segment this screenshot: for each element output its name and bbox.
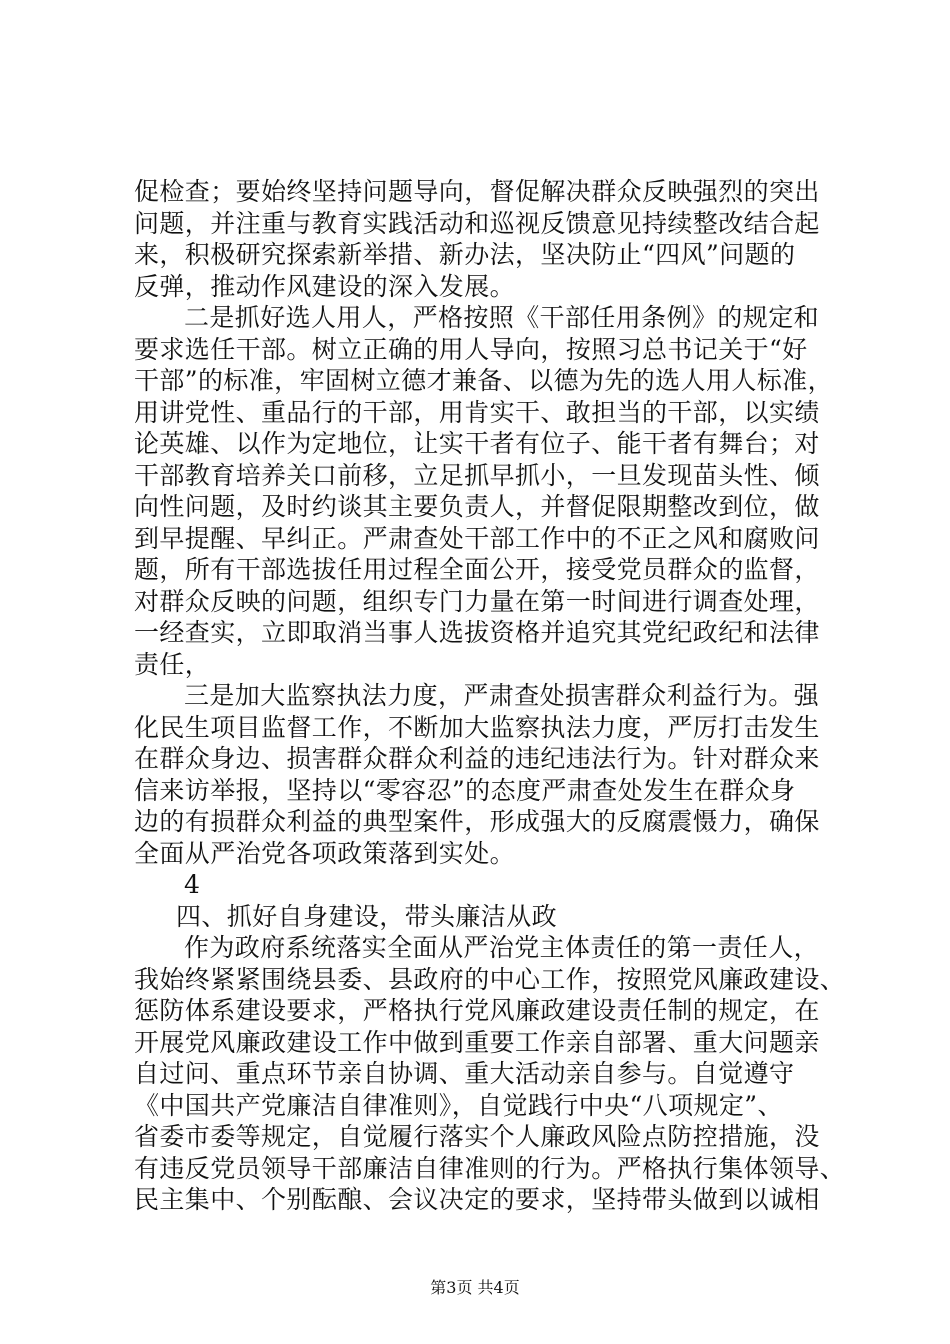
page-number-label: 第3页 共4页 [430, 1278, 520, 1297]
text-line: 责任， [134, 649, 211, 679]
text-line: 惩防体系建设要求，严格执行党风廉政建设责任制的规定，在 [134, 996, 820, 1025]
text-line: 化民生项目监督工作，不断加大监察执法力度，严厉打击发生 [134, 712, 820, 742]
text-line: 一经查实，立即取消当事人选拔资格并追究其党纪政纪和法律 [134, 618, 820, 647]
text-line: 开展党风廉政建设工作中做到重要工作亲自部署、重大问题亲 [134, 1027, 820, 1057]
section-heading: 四、抓好自身建设，带头廉洁从政 [176, 901, 558, 931]
text-line: 《中国共产党廉洁自律准则》，自觉践行中央“八项规定”、 [134, 1090, 783, 1120]
text-line: 全面从严治党各项政策落到实处。 [134, 838, 516, 868]
text-line: 到早提醒、早纠正。严肃查处干部工作中的不正之风和腐败问 [134, 523, 820, 553]
paragraph-start-line: 作为政府系统落实全面从严治党主体责任的第一责任人， [184, 933, 820, 962]
text-line: 省委市委等规定，自觉履行落实个人廉政风险点防控措施，没 [134, 1122, 820, 1151]
stray-page-number: 4 [184, 870, 201, 899]
text-line: 边的有损群众利益的典型案件，形成强大的反腐震慑力，确保 [134, 807, 820, 836]
text-line: 要求选任干部。树立正确的用人导向，按照习总书记关于“好 [134, 334, 808, 364]
text-line: 自过问、重点环节亲自协调、重大活动亲自参与。自觉遵守 [134, 1059, 795, 1088]
text-line: 论英雄、以作为定地位，让实干者有位子、能干者有舞台；对 [134, 429, 820, 458]
text-line: 题，所有干部选拔任用过程全面公开，接受党员群众的监督， [134, 555, 820, 584]
text-line: 民主集中、个别酝酿、会议决定的要求，坚持带头做到以诚相 [134, 1185, 820, 1214]
text-line: 反弹，推动作风建设的深入发展。 [134, 271, 516, 301]
text-line: 有违反党员领导干部廉洁自律准则的行为。严格执行集体领导、 [134, 1153, 846, 1183]
text-line: 我始终紧紧围绕县委、县政府的中心工作，按照党风廉政建设、 [134, 964, 846, 994]
text-line: 向性问题，及时约谈其主要负责人，并督促限期整改到位，做 [134, 492, 820, 521]
text-line: 在群众身边、损害群众群众利益的违纪违法行为。针对群众来 [134, 744, 820, 773]
text-line: 信来访举报，坚持以“零容忍”的态度严肃查处发生在群众身 [134, 775, 796, 805]
text-line: 问题，并注重与教育实践活动和巡视反馈意见持续整改结合起 [134, 208, 820, 238]
text-line: 用讲党性、重品行的干部，用肯实干、敢担当的干部，以实绩 [134, 397, 820, 427]
body-text [134, 176, 846, 1216]
page-footer [0, 1278, 950, 1298]
text-line: 干部”的标准，牢固树立德才兼备、以德为先的选人用人标准， [134, 366, 833, 395]
paragraph-start-line: 二是抓好选人用人，严格按照《干部任用条例》的规定和 [184, 303, 820, 332]
text-line: 来，积极研究探索新举措、新办法，坚决防止“四风”问题的 [134, 240, 796, 269]
text-line: 干部教育培养关口前移，立足抓早抓小，一旦发现苗头性、倾 [134, 460, 820, 490]
text-line: 对群众反映的问题，组织专门力量在第一时间进行调查处理， [134, 586, 820, 616]
text-line: 促检查；要始终坚持问题导向，督促解决群众反映强烈的突出 [134, 177, 820, 206]
paragraph-start-line: 三是加大监察执法力度，严肃查处损害群众利益行为。强 [184, 681, 820, 710]
